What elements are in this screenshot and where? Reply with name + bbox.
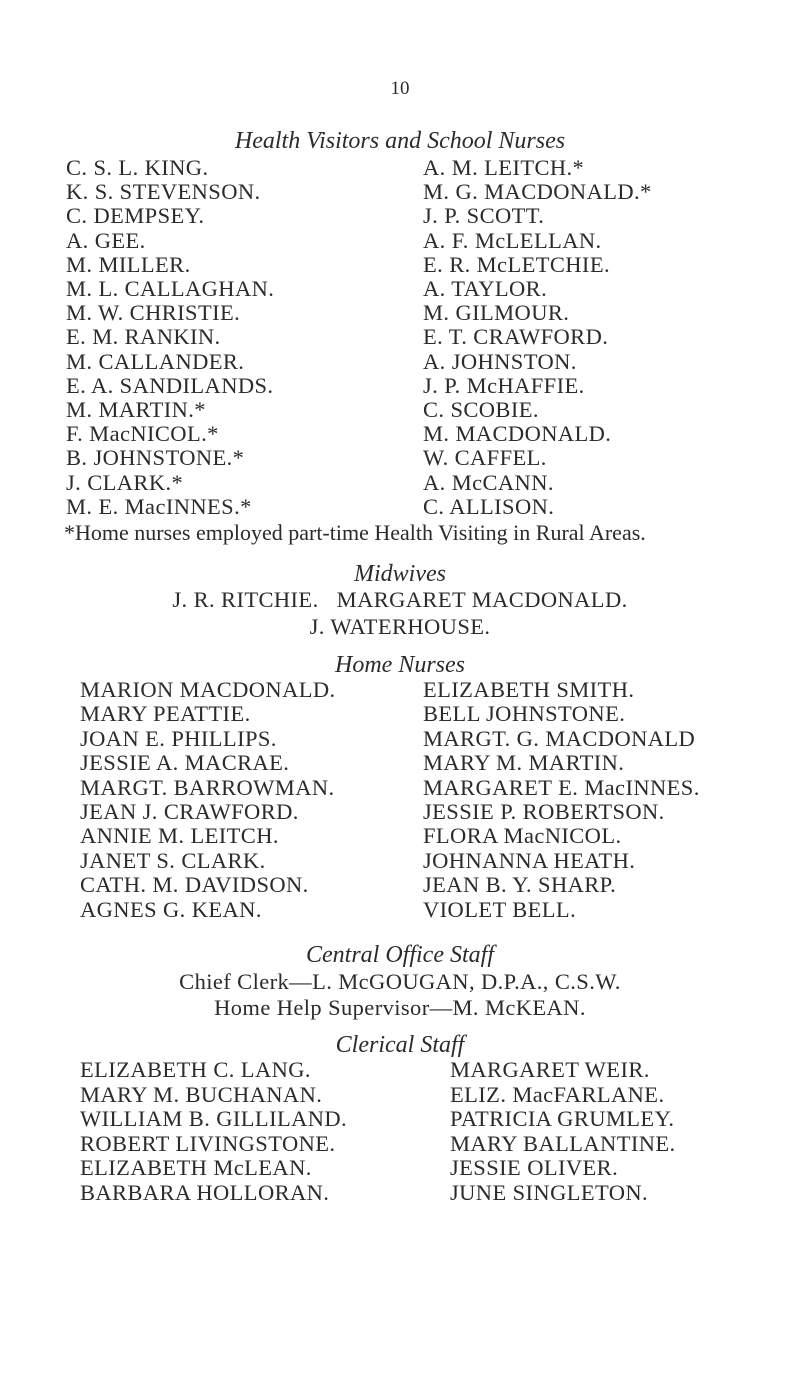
list-item: C. ALLISON. [423,493,555,519]
list-item: CATH. M. DAVIDSON. [80,872,309,898]
list-item: MARY M. MARTIN. [423,750,625,776]
list-item: W. CAFFEL. [423,445,547,471]
list-item: M. CALLANDER. [66,348,245,374]
health-visitors-heading: Health Visitors and School Nurses [234,128,566,154]
home-nurses-heading: Home Nurses [335,652,465,678]
list-item: K. S. STEVENSON. [66,179,261,205]
list-item: JUNE SINGLETON. [450,1179,649,1205]
home-nurses-left-list [80,678,336,922]
list-item: JESSIE OLIVER. [450,1155,619,1181]
list-item: JEAN J. CRAWFORD. [80,799,299,825]
list-item: C. DEMPSEY. [66,203,205,229]
list-item: MARION MACDONALD. [80,677,336,702]
list-item: A. F. McLELLAN. [423,227,602,253]
list-item: F. MacNICOL.* [66,421,219,447]
list-item: MARGT. G. MACDONALD [423,725,696,751]
midwives-line-1: J. R. RITCHIE. MARGARET MACDONALD. [172,587,628,612]
list-item: JEAN B. Y. SHARP. [423,872,617,898]
list-item: ROBERT LIVINGSTONE. [80,1130,336,1156]
list-item: E. R. McLETCHIE. [423,251,610,277]
clerical-heading: Clerical Staff [335,1032,465,1058]
chief-clerk-line: Chief Clerk—L. McGOUGAN, D.P.A., C.S.W. [179,969,621,994]
list-item: JESSIE P. ROBERTSON. [423,799,665,825]
list-item: B. JOHNSTONE.* [66,445,245,471]
list-item: A. TAYLOR. [423,276,548,302]
clerical-right-list [450,1058,676,1206]
list-item: A. GEE. [66,227,146,253]
list-item: J. P. SCOTT. [423,203,545,229]
list-item: PATRICIA GRUMLEY. [450,1106,675,1132]
list-item: M. MACDONALD. [423,421,612,447]
midwives-line-2: J. WATERHOUSE. [309,614,491,639]
list-item: E. M. RANKIN. [66,324,221,350]
list-item: A. McCANN. [423,469,554,495]
clerical-left-list [80,1058,347,1206]
list-item: JESSIE A. MACRAE. [80,750,290,776]
list-item: M. MARTIN.* [66,397,206,423]
list-item: FLORA MacNICOL. [423,823,622,849]
list-item: ELIZABETH C. LANG. [80,1057,311,1082]
list-item: JOHNANNA HEATH. [423,847,636,873]
list-item: J. P. McHAFFIE. [423,372,585,398]
list-item: MARGARET E. MacINNES. [423,774,700,800]
home-nurses-right-list [423,678,700,922]
list-item: M. GILMOUR. [423,300,570,326]
list-item: BARBARA HOLLORAN. [80,1179,330,1205]
list-item: AGNES G. KEAN. [80,896,262,922]
list-item: M. L. CALLAGHAN. [66,276,275,302]
list-item: MARGARET WEIR. [450,1057,650,1082]
list-item: E. T. CRAWFORD. [423,324,609,350]
list-item: A. M. LEITCH.* [423,155,585,180]
list-item: JOAN E. PHILLIPS. [80,725,277,751]
list-item: WILLIAM B. GILLILAND. [80,1106,348,1132]
list-item: M. W. CHRISTIE. [66,300,241,326]
list-item: JANET S. CLARK. [80,847,266,873]
list-item: A. JOHNSTON. [423,348,577,374]
list-item: ELIZ. MacFARLANE. [450,1081,665,1107]
list-item: E. A. SANDILANDS. [66,372,274,398]
list-item: ANNIE M. LEITCH. [80,823,279,849]
list-item: BELL JOHNSTONE. [423,701,626,727]
health-visitors-footnote: *Home nurses employed part-time Health Visiting in Rural Areas. [64,520,646,545]
list-item: MARY BALLANTINE. [450,1130,676,1156]
list-item: ELIZABETH SMITH. [423,677,635,702]
page-number: 10 [390,78,410,99]
list-item: J. CLARK.* [66,469,184,495]
list-item: C. SCOBIE. [423,397,539,423]
midwives-heading: Midwives [354,561,446,587]
list-item: M. G. MACDONALD.* [423,179,652,205]
list-item: MARY PEATTIE. [80,701,251,727]
list-item: MARGT. BARROWMAN. [80,774,335,800]
home-help-supervisor-line: Home Help Supervisor—M. McKEAN. [214,995,586,1020]
health-visitors-left-list [66,156,274,519]
list-item: M. E. MacINNES.* [66,493,252,519]
list-item: M. MILLER. [66,251,191,277]
central-office-heading: Central Office Staff [306,942,494,968]
health-visitors-right-list [423,156,652,519]
list-item: C. S. L. KING. [66,155,209,180]
list-item: VIOLET BELL. [423,896,577,922]
list-item: MARY M. BUCHANAN. [80,1081,323,1107]
list-item: ELIZABETH McLEAN. [80,1155,312,1181]
